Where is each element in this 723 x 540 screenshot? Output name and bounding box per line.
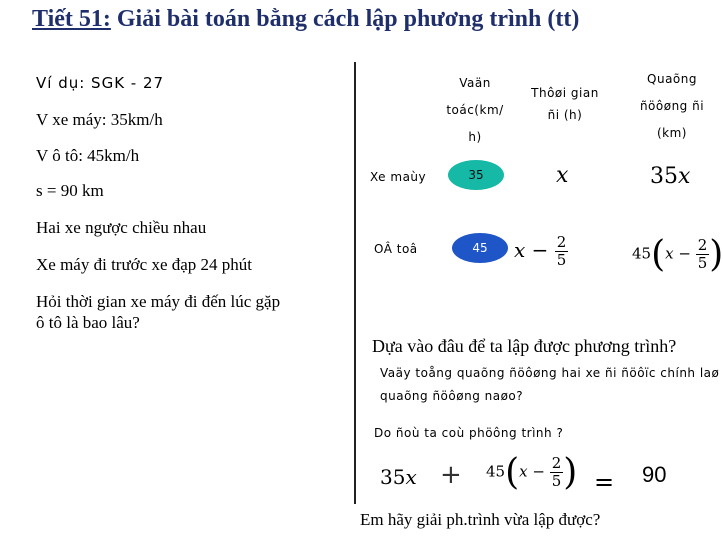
moto-velocity-badge: 35 [448, 160, 504, 190]
eq-term2-lparen: ( [505, 452, 520, 493]
car-distance-coef: 45 [632, 244, 652, 263]
example-ref: Ví dụ: SGK - 27 [36, 74, 165, 92]
car-distance-var: x [665, 244, 674, 263]
car-speed: V ô tô: 45km/h [36, 146, 140, 165]
car-time-frac-den: 5 [556, 251, 567, 269]
equation-plus: + [440, 460, 462, 490]
car-time-fraction [555, 234, 569, 269]
equation-rhs: 90 [642, 462, 667, 487]
moto-speed: V xe máy: 35km/h [36, 110, 163, 129]
car-distance-op: − [678, 244, 691, 263]
question-line-2: ô tô là bao lâu? [36, 313, 140, 332]
moto-distance-coef: 35 [650, 164, 678, 189]
car-distance-fraction [696, 237, 710, 272]
equation-equals: = [594, 468, 615, 496]
moto-distance-var: x [678, 164, 691, 189]
header-velocity-line-1: Vaän [459, 76, 491, 90]
header-distance-line-3: (km) [656, 126, 687, 140]
eq-term2-fraction [550, 455, 564, 490]
header-velocity-line-2: toác(km/ [446, 103, 504, 117]
header-distance-line-1: Quaõng [647, 72, 697, 86]
header-distance-line-2: ñöôøng ñi [639, 99, 705, 113]
eq-term1-var: x [405, 465, 417, 489]
header-distance [630, 66, 714, 147]
eq-term1-coef: 35 [380, 465, 406, 489]
question-line-1: Hỏi thời gian xe máy đi đến lúc gặp [36, 292, 281, 311]
header-time-line-1: Thôøi gian [531, 86, 599, 100]
header-velocity-line-3: h) [468, 130, 482, 144]
eq-term2-coef: 45 [486, 462, 506, 481]
earlier-start: Xe máy đi trước xe đạp 24 phút [36, 255, 253, 274]
equation-term-2 [486, 452, 577, 493]
answer-line-1: Vaäy toång quaõng ñöôøng hai xe ñi ñöôïc chính laø [380, 366, 720, 380]
distance: s = 90 km [36, 181, 104, 200]
eq-term2-var: x [519, 462, 528, 481]
page-title [32, 6, 579, 33]
moto-distance [650, 164, 690, 189]
header-time [525, 82, 605, 126]
row-label-car: OÂ toâ [374, 242, 418, 256]
opposite-direction: Hai xe ngược chiều nhau [36, 218, 207, 237]
vertical-divider [354, 62, 356, 504]
header-time-line-2: ñi (h) [547, 108, 583, 122]
key-question: Dựa vào đâu để ta lập được phương trình? [372, 336, 677, 356]
equation-term-1 [380, 465, 417, 489]
car-distance-frac-den: 5 [697, 254, 708, 272]
header-velocity [440, 70, 510, 151]
lesson-number: Tiết 51: [32, 6, 111, 32]
moto-time: x [556, 163, 569, 188]
car-time-var: x [514, 238, 526, 262]
car-velocity-badge: 45 [452, 233, 508, 263]
eq-term2-frac-num: 2 [551, 454, 562, 472]
car-time-frac-num: 2 [556, 233, 567, 251]
answer-line-2: quaõng ñöôøng naøo? [380, 389, 524, 403]
lesson-title: Giải bài toán bằng cách lập phương trình (tt) [110, 6, 580, 32]
row-label-moto: Xe maùy [370, 170, 427, 184]
eq-term2-frac-den: 5 [551, 472, 562, 490]
car-time [514, 234, 568, 269]
car-distance [632, 234, 723, 275]
car-distance-lparen: ( [651, 234, 666, 275]
car-distance-rparen: ) [709, 234, 723, 275]
eq-term2-rparen: ) [563, 452, 578, 493]
equation-prompt: Do ñoù ta coù phöông trình ? [374, 426, 564, 440]
car-distance-frac-num: 2 [697, 236, 708, 254]
car-time-op: − [531, 238, 549, 262]
eq-term2-op: − [532, 462, 545, 481]
solve-prompt: Em hãy giải ph.trình vừa lập được? [360, 510, 601, 529]
